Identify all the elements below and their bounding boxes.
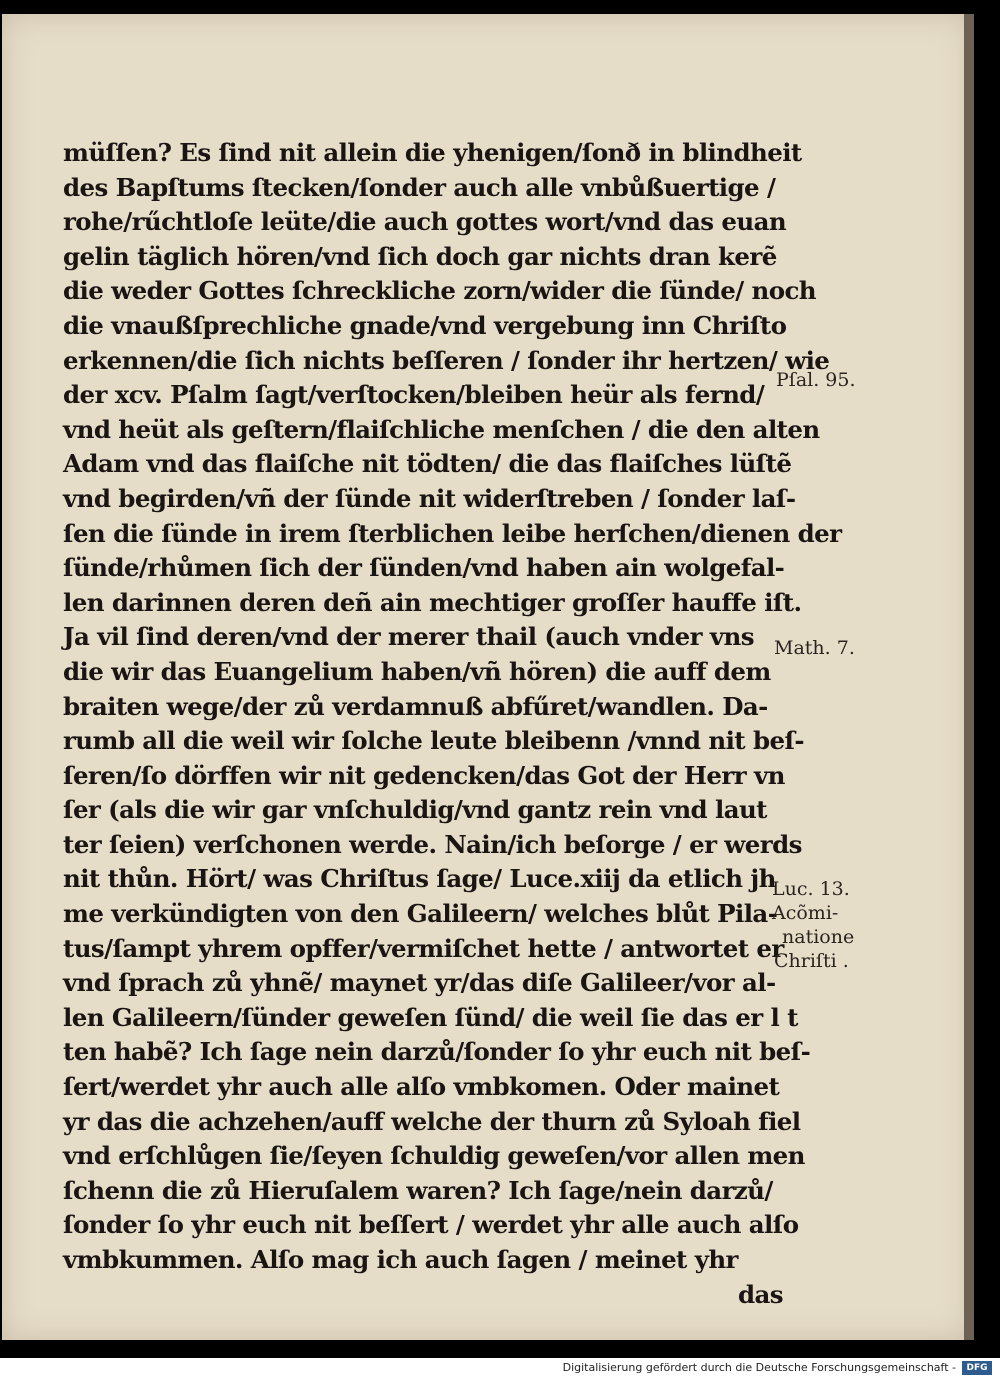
text-line: vnd heüt als geſtern/flaiſchliche menſchen / die den alten [63,414,820,444]
dfg-logo: DFG [962,1361,992,1375]
text-line: len Galileern/ſünder geweſen ſünd/ die weil ſie das er l t [63,1002,798,1032]
margin-gloss-psalm: Pſal. 95. [776,369,856,391]
text-line: nit thůn. Hört/ was Chriſtus ſage/ Luce.xiij da etlich jh [63,864,776,894]
text-line: ſünde/rhůmen ſich der ſünden/vnd haben ain wolgefal‑ [63,553,785,583]
text-line: tus/ſampt yhrem opffer/vermiſchet hette / antwortet er [63,933,784,963]
text-line: ſchenn die zů Hieruſalem waren? Ich ſage/nein darzů/ [63,1175,773,1205]
text-line: len darinnen deren deñ ain mechtiger groſſer hauffe iſt. [63,587,802,617]
text-line: gelin täglich hören/vnd ſich doch gar nichts dran kerẽ [63,241,777,271]
text-line: ten habẽ? Ich ſage nein darzů/ſonder ſo yhr euch nit beſ‑ [63,1037,811,1067]
text-line: rohe/rűchtloſe leüte/die auch gottes wort/vnd das euan [63,207,787,237]
text-line: vmbkummen. Alſo mag ich auch ſagen / meinet yhr [63,1245,738,1274]
margin-gloss-acomi: Acõmi‑ [772,902,839,924]
text-line: erkennen/die ſich nichts beſſeren / ſonder ihr hertzen/ wie [63,345,830,375]
text-line: die weder Gottes ſchreckliche zorn/wider die ſünde/ noch [63,276,816,306]
text-line: Ja vil ſind deren/vnd der merer thail (auch vnder vns [63,622,754,652]
margin-gloss-christi: Chriſti . [774,950,849,972]
page-edge [964,14,974,1340]
text-line: die wir das Euangelium haben/vñ hören) die auff dem [63,656,771,686]
digitization-footer [0,1358,1000,1379]
catchword: das [738,1279,783,1309]
text-line: rumb all die weil wir ſolche leute bleibenn /vnnd nit beſ‑ [63,726,804,756]
text-line: des Bapſtums ſtecken/ſonder auch alle vnbůßuertige / [63,172,776,202]
text-line: ſeren/ſo dörffen wir nit gedencken/das Got der Herr vn [63,760,785,790]
margin-gloss-matthew: Math. 7. [774,637,855,659]
text-line: der xcv. Pſalm ſagt/verſtocken/bleiben heür als fernd/ [63,380,765,410]
text-line: ſer (als die wir gar vnſchuldig/vnd gantz rein vnd laut [63,795,767,825]
text-line: ſen die ſünde in irem ſterblichen leibe herſchen/dienen der [63,518,842,548]
text-line: braiten wege/der zů verdamnuß abfűret/wandlen. Da‑ [63,691,768,721]
text-line: die vnaußſprechliche gnade/vnd vergebung inn Chriſto [63,310,787,340]
text-line: ſert/werdet yhr auch alle alſo vmbkomen. Oder mainet [63,1072,780,1102]
text-line: müſſen? Es ſind nit allein die yhenigen/ſonð in blindheit [63,138,802,167]
text-line: vnd erſchlůgen ſie/ſeyen ſchuldig geweſen/vor allen men [63,1141,805,1171]
text-line: ter ſeien) verſchonen werde. Nain/ich beſorge / er werds [63,829,802,859]
margin-gloss-luke: Luc. 13. [772,878,850,900]
text-line: me verkündigten von den Galileern/ welches blůt Pila‑ [63,899,778,929]
text-line: vnd begirden/vñ der ſünde nit widerſtreben / ſonder laſ‑ [63,483,796,513]
text-line: ſonder ſo yhr euch nit beſſert / werdet yhr alle auch alſo [63,1210,799,1240]
text-line: Adam vnd das flaiſche nit tödten/ die das flaiſches lüſtẽ [63,449,792,479]
margin-gloss-natione: natione [782,926,855,948]
text-line: vnd ſprach zů yhnẽ/ maynet yr/das diſe Galileer/vor al‑ [63,968,776,998]
funding-note: Digitalisierung gefördert durch die Deutsche Forschungsgemeinschaft - [562,1361,956,1374]
text-line: yr das die achzehen/auff welche der thurn zů Syloah fiel [63,1106,801,1136]
